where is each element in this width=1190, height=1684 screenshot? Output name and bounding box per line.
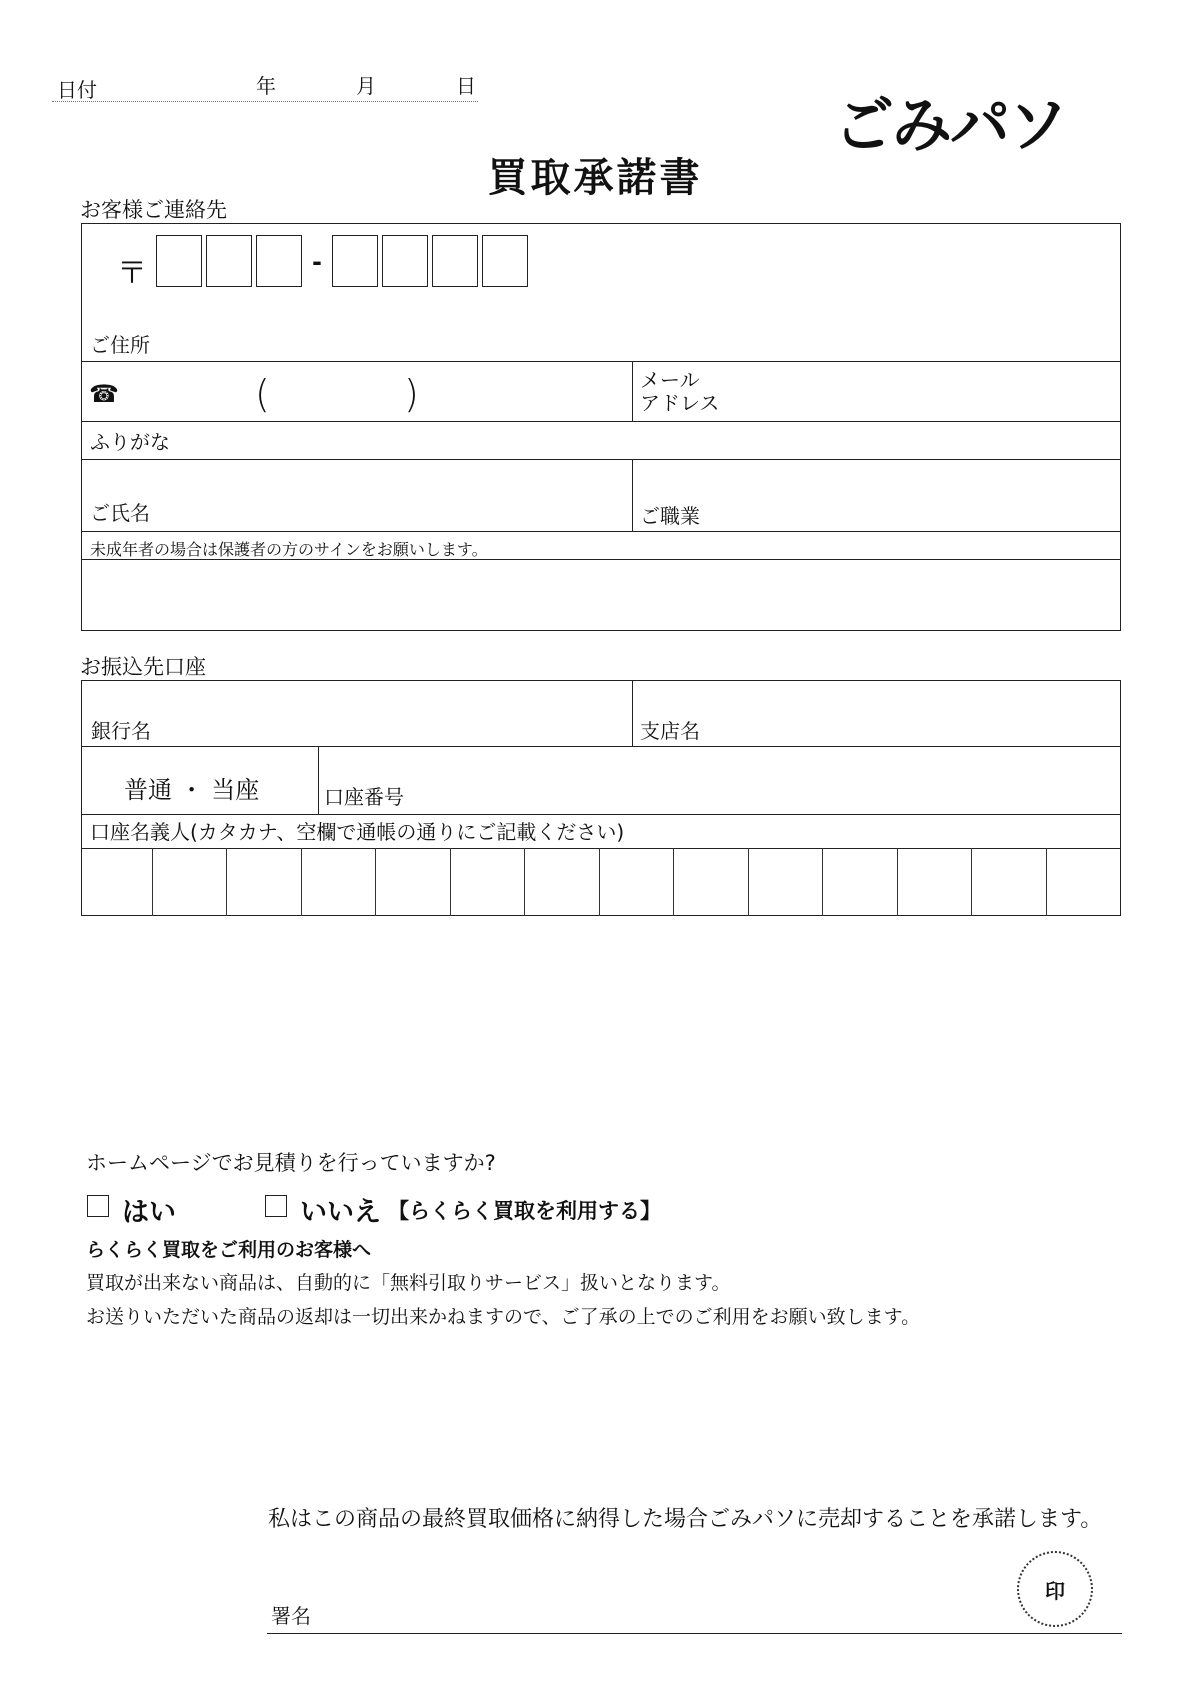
minor-note: 未成年者の場合は保護者の方のサインをお願いします。 (90, 540, 488, 559)
phone-row-divider (81, 421, 1121, 422)
postal-digit-4[interactable] (332, 235, 378, 287)
postal-digit-7[interactable] (482, 235, 528, 287)
contact-section-label: お客様ご連絡先 (80, 198, 227, 222)
logo-text: ごみパソ (834, 91, 1066, 160)
postal-digit-3[interactable] (256, 235, 302, 287)
date-day-label: 日 (456, 74, 476, 98)
notice-heading: らくらく買取をご利用のお客様へ (86, 1239, 372, 1261)
address-divider (81, 361, 1121, 362)
address-label: ご住所 (90, 333, 150, 357)
name-occupation-divider (632, 459, 633, 531)
phone-paren-open: ( (255, 372, 270, 416)
furigana-field[interactable] (180, 424, 1110, 456)
date-label: 日付 (57, 78, 97, 102)
phone-field[interactable] (140, 366, 620, 418)
email-field[interactable] (720, 366, 1115, 418)
holder-label-divider (81, 848, 1121, 849)
postal-mark: 〒 (117, 256, 147, 291)
seal-label: 印 (1045, 1578, 1065, 1603)
occupation-field[interactable] (640, 462, 1115, 502)
signature-label: 署名 (271, 1604, 311, 1628)
name-field[interactable] (90, 462, 625, 500)
account-type-choice[interactable]: 普通 ・ 当座 (124, 776, 260, 804)
name-label: ご氏名 (90, 501, 150, 525)
notice-line-2: お送りいただいた商品の返却は一切出来かねますので、ご了承の上でのご利用をお願い致します。 (86, 1306, 921, 1328)
guardian-signature-field[interactable] (90, 563, 1115, 627)
page-title: 買取承諾書 (487, 155, 703, 201)
account-row-divider (81, 814, 1121, 815)
bank-branch-divider (632, 680, 633, 746)
phone-paren-close: ) (404, 372, 419, 416)
date-line[interactable] (52, 101, 478, 102)
bank-row-divider (81, 746, 1121, 747)
postal-digit-6[interactable] (432, 235, 478, 287)
yes-label: はい (122, 1197, 176, 1228)
name-row-divider (81, 531, 1121, 532)
seal-circle[interactable] (1017, 1551, 1093, 1627)
bank-section-label: お振込先口座 (80, 655, 206, 679)
account-number-field[interactable] (460, 750, 1115, 810)
signature-line[interactable] (267, 1633, 1122, 1634)
postal-digit-1[interactable] (156, 235, 202, 287)
notice-line-1: 買取が出来ない商品は、自動的に「無料引取りサービス」扱いとなります。 (86, 1272, 731, 1294)
minor-note-divider (81, 559, 1121, 560)
yes-checkbox[interactable] (87, 1195, 109, 1217)
furigana-divider (81, 459, 1121, 460)
estimate-question: ホームページでお見積りを行っていますか? (86, 1151, 496, 1175)
consent-statement: 私はこの商品の最終買取価格に納得した場合ごみパソに売却することを承諾します。 (268, 1507, 1103, 1532)
phone-email-divider (632, 361, 633, 421)
branch-field[interactable] (640, 683, 1115, 719)
date-month-label: 月 (356, 74, 376, 98)
account-type-divider (318, 746, 319, 814)
occupation-label: ご職業 (640, 504, 700, 528)
no-checkbox[interactable] (265, 1195, 287, 1217)
furigana-label: ふりがな (90, 430, 170, 454)
account-number-label: 口座番号 (324, 785, 404, 809)
email-label-line2: アドレス (640, 391, 720, 415)
branch-label: 支店名 (640, 719, 700, 743)
bank-name-label: 銀行名 (91, 719, 151, 743)
postal-digit-5[interactable] (382, 235, 428, 287)
postal-dash: - (312, 248, 322, 276)
email-label-line1: メール (640, 368, 700, 392)
no-label: いいえ (300, 1197, 381, 1228)
phone-icon: ☎ (89, 380, 119, 408)
account-holder-field[interactable] (84, 851, 1118, 913)
bank-name-field[interactable] (90, 683, 625, 719)
postal-digit-2[interactable] (206, 235, 252, 287)
account-holder-label: 口座名義人(カタカナ、空欄で通帳の通りにご記載ください) (90, 820, 625, 844)
no-note: 【らくらく買取を利用する】 (388, 1199, 661, 1223)
date-year-label: 年 (256, 74, 276, 98)
